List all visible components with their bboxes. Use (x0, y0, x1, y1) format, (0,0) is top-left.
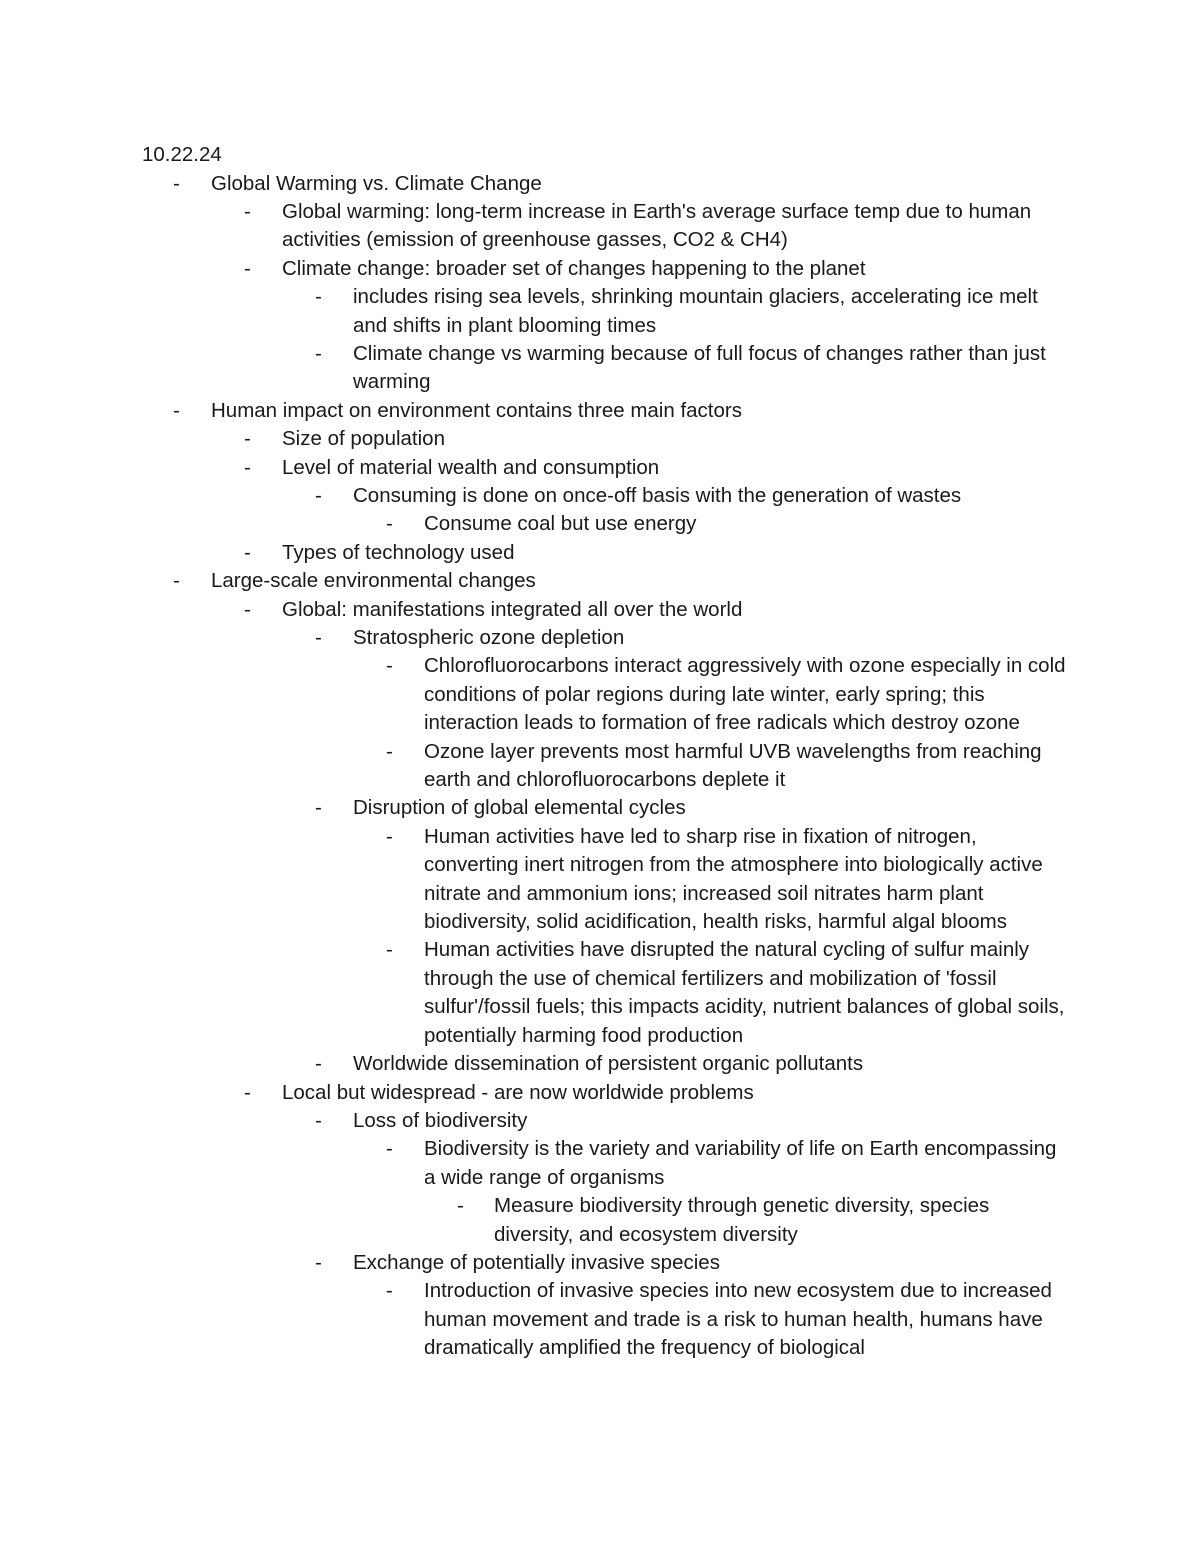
bullet-dash: - (386, 824, 393, 848)
outline-item-text: Introduction of invasive species into new ecosystem due to increased human movement and trade is a risk to human health, humans have dramatically amplified the frequency of biological (424, 1279, 1052, 1360)
bullet-dash: - (386, 1137, 393, 1161)
outline-item-level-3 (0, 1107, 1200, 1135)
outline-item-text: Human impact on environment contains three main factors (211, 398, 742, 422)
outline-item-text: Size of population (282, 427, 445, 451)
outline-item-text: Large-scale environmental changes (211, 569, 536, 593)
outline-item-text: Consume coal but use energy (424, 512, 697, 536)
outline-item-text: Worldwide dissemination of persistent organic pollutants (353, 1052, 864, 1076)
outline-item-level-1 (0, 170, 1200, 198)
outline-item-level-3 (0, 1050, 1200, 1078)
outline-item-text: Climate change: broader set of changes happening to the planet (282, 256, 866, 280)
bullet-dash: - (386, 1279, 393, 1303)
outline-item-text: Measure biodiversity through genetic diversity, species diversity, and ecosystem diversity (494, 1194, 990, 1246)
outline-item-level-4 (0, 652, 1200, 737)
bullet-dash: - (315, 285, 322, 309)
outline-item-level-2 (0, 539, 1200, 567)
bullet-dash: - (315, 626, 322, 649)
outline-item-text: Human activities have disrupted the natural cycling of sulfur mainly through the use of chemical fertilizers and mobilization of 'fossil sulfur'/fossil fuels; this impacts acidity, nutrient balances of global soils, potentially harming food production (424, 938, 1065, 1047)
outline-item-text: Climate change vs warming because of full focus of changes rather than just warming (353, 341, 1046, 394)
outline-item-level-2 (0, 198, 1200, 255)
outline-item-level-2 (0, 454, 1200, 482)
bullet-dash: - (315, 796, 322, 820)
outline-item-level-3 (0, 1249, 1200, 1277)
outline-item-text: Global Warming vs. Climate Change (211, 171, 542, 195)
bullet-dash: - (173, 569, 180, 593)
bullet-dash: - (244, 256, 251, 280)
bullet-dash: - (173, 398, 180, 422)
bullet-dash: - (315, 1052, 322, 1076)
bullet-dash: - (315, 1250, 322, 1274)
outline-item-text: includes rising sea levels, shrinking mountain glaciers, accelerating ice melt and shifts in plant blooming times (353, 285, 1038, 337)
bullet-dash: - (386, 654, 393, 678)
outline-item-text: Consuming is done on once-off basis with the generation of wastes (353, 483, 962, 507)
outline-item-text: Loss of biodiversity (353, 1108, 528, 1132)
bullet-dash: - (244, 199, 251, 223)
bullet-dash: - (315, 341, 322, 365)
outline-item-level-4 (0, 510, 1200, 538)
outline-item-level-1 (0, 397, 1200, 425)
outline-item-text: Biodiversity is the variety and variability of life on Earth encompassing a wide range of organisms (424, 1137, 1057, 1189)
bullet-dash: - (244, 1080, 251, 1104)
outline-item-text: Chlorofluorocarbons interact aggressively with ozone especially in cold conditions of polar regions during late winter, early spring; this interaction leads to formation of free radicals which destroy ozone (424, 654, 1066, 735)
outline-item-text: Level of material wealth and consumption (282, 455, 660, 479)
outline-item-level-1 (0, 567, 1200, 595)
outline-item-level-4 (0, 1277, 1200, 1362)
bullet-dash: - (173, 171, 180, 195)
outline-item-level-4 (0, 936, 1200, 1050)
bullet-dash: - (244, 427, 251, 451)
outline-item-text: Global warming: long-term increase in Earth's average surface temp due to human activities (emission of greenhouse gasses, CO2 & CH4) (282, 199, 1032, 252)
bullet-dash: - (386, 938, 393, 962)
note-date: 10.22.24 (142, 143, 222, 166)
outline-item-text: Exchange of potentially invasive species (353, 1250, 720, 1274)
outline-item-text: Human activities have led to sharp rise in fixation of nitrogen, converting inert nitrogen from the atmosphere into biologically active nitrate and ammonium ions; increased soil nitrates harm plant biodiversity, solid acidification, health risks, harmful algal blooms (424, 824, 1043, 934)
bullet-dash: - (386, 739, 393, 763)
outline-item-level-4 (0, 738, 1200, 795)
outline-item-level-2 (0, 255, 1200, 283)
outline-item-level-4 (0, 1135, 1200, 1192)
outline-item-level-5 (0, 1192, 1200, 1249)
outline-item-text: Stratospheric ozone depletion (353, 626, 625, 649)
outline-item-level-2 (0, 1079, 1200, 1107)
outline-item-text: Local but widespread - are now worldwide problems (282, 1080, 754, 1104)
bullet-dash: - (315, 1108, 322, 1132)
outline-item-level-3 (0, 340, 1200, 397)
bullet-dash: - (244, 455, 251, 479)
bullet-dash: - (457, 1194, 464, 1218)
outline-item-level-2 (0, 596, 1200, 624)
outline-item-text: Types of technology used (282, 540, 515, 564)
outline-item-level-3 (0, 794, 1200, 822)
bullet-dash: - (244, 597, 251, 621)
outline-item-level-3 (0, 624, 1200, 652)
bullet-dash: - (386, 512, 393, 536)
outline-item-level-4 (0, 823, 1200, 937)
notes-outline (0, 170, 1200, 1363)
outline-item-level-3 (0, 283, 1200, 340)
outline-item-text: Disruption of global elemental cycles (353, 796, 686, 820)
outline-item-level-3 (0, 482, 1200, 510)
bullet-dash: - (244, 540, 251, 564)
outline-item-text: Global: manifestations integrated all over the world (282, 597, 743, 621)
outline-item-text: Ozone layer prevents most harmful UVB wavelengths from reaching earth and chlorofluorocarbons deplete it (424, 739, 1042, 792)
bullet-dash: - (315, 483, 322, 507)
outline-item-level-2 (0, 425, 1200, 453)
